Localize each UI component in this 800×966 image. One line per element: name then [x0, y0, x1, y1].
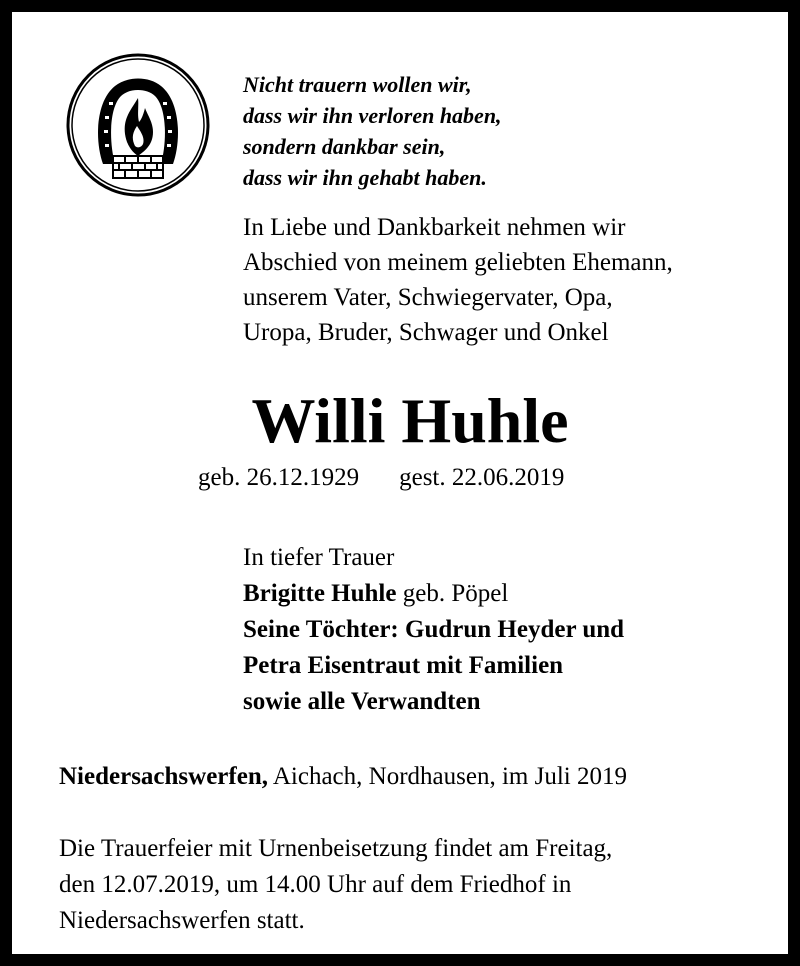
quote-line: Nicht trauern wollen wir, [243, 72, 472, 97]
mourner-line: Petra Eisentraut mit Familien [243, 652, 564, 679]
mourner-line: Seine Töchter: Gudrun Heyder und [243, 616, 625, 643]
place-and-date [59, 759, 627, 794]
intro-line: Abschied von meinem geliebten Ehemann, [243, 249, 673, 276]
mourners-block [243, 540, 624, 720]
widow-maiden-name: geb. Pöpel [396, 580, 509, 607]
intro-line: In Liebe und Dankbarkeit nehmen wir [243, 214, 626, 241]
birth-date: geb. 26.12.1929 [198, 464, 360, 491]
service-line: Die Trauerfeier mit Urnenbeisetzung findet am Freitag, [59, 835, 613, 862]
service-line: den 12.07.2019, um 14.00 Uhr auf dem Friedhof in [59, 871, 572, 898]
intro-line: Uropa, Bruder, Schwager und Onkel [243, 319, 609, 346]
widow-line [243, 576, 624, 612]
funeral-service-info [59, 831, 612, 939]
horseshoe-flame-icon [65, 52, 211, 198]
place-town: Niedersachswerfen, [59, 763, 268, 790]
widow-name: Brigitte Huhle [243, 580, 397, 607]
death-date: gest. 22.06.2019 [399, 464, 565, 491]
life-dates [198, 460, 564, 495]
mourning-heading: In tiefer Trauer [243, 544, 395, 571]
intro-line: unserem Vater, Schwiegervater, Opa, [243, 284, 613, 311]
service-line: Niedersachswerfen statt. [59, 907, 305, 934]
quote-line: dass wir ihn verloren haben, [243, 103, 502, 128]
quote-line: dass wir ihn gehabt haben. [243, 165, 487, 190]
deceased-name: Willi Huhle [251, 385, 569, 456]
place-rest: Aichach, Nordhausen, im Juli 2019 [267, 763, 627, 790]
intro-text [243, 210, 673, 350]
mourner-line: sowie alle Verwandten [243, 688, 481, 715]
quote-line: sondern dankbar sein, [243, 134, 446, 159]
memorial-quote [243, 69, 502, 193]
